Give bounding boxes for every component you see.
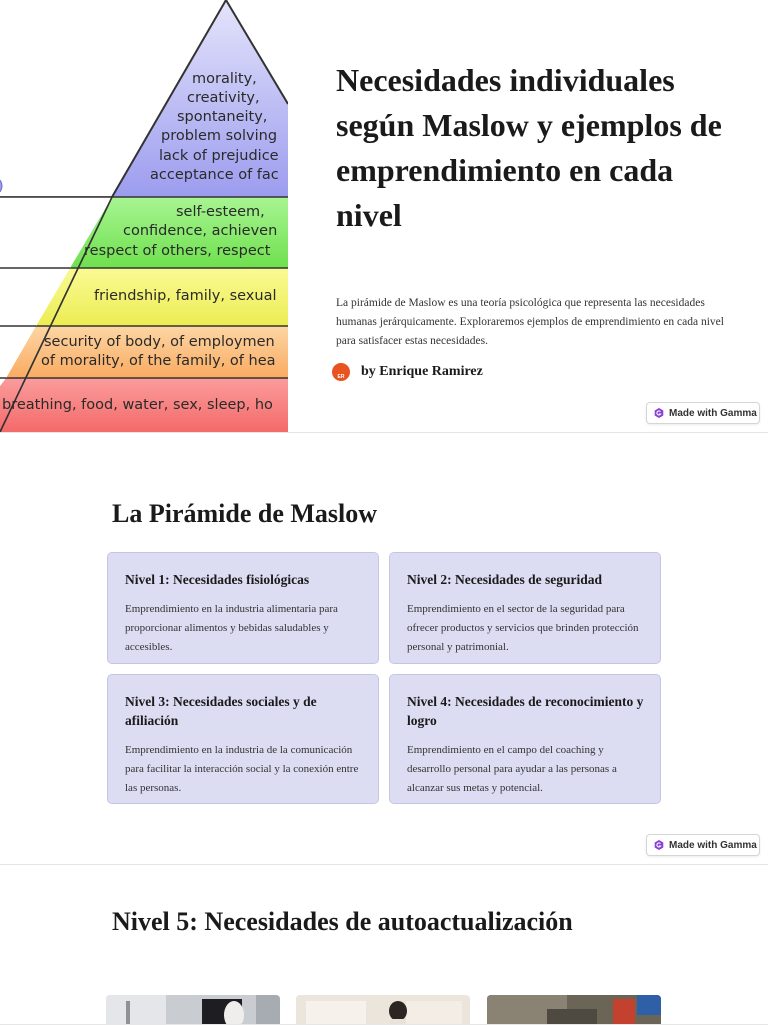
presentation-description: La pirámide de Maslow es una teoría psicológica que representa las necesidades humanas jerárquicamente. Exploraremos ejemplos de emprendimiento en cada nivel para satisfacer estas necesidades. — [336, 297, 724, 347]
author-name: by Enrique Ramirez — [361, 364, 483, 379]
pyramid-label: self-esteem, — [176, 204, 265, 220]
presentation-title: Necesidades individuales según Maslow y ejemplos de emprendimiento en cada nivel — [336, 62, 722, 233]
gamma-logo-icon — [654, 408, 664, 418]
card-text: Emprendimiento en la industria alimentaria para proporcionar alimentos y bebidas saludables y accesibles. — [125, 603, 338, 653]
title-slide — [0, 0, 768, 433]
pyramid-label: acceptance of fac — [150, 167, 279, 183]
pyramid-label: confidence, achieven — [123, 223, 278, 239]
card-title: Nivel 2: Necesidades de seguridad — [407, 572, 602, 587]
slide-title: La Pirámide de Maslow — [112, 499, 378, 528]
level-card — [107, 674, 379, 804]
card-text: Emprendimiento en el campo del coaching y desarrollo personal para ayudar a las personas a alcanzar sus metas y potencial. — [407, 744, 617, 794]
maslow-pyramid-image — [0, 0, 288, 432]
pyramid-label: lack of prejudice — [159, 148, 279, 164]
level-card — [389, 552, 661, 664]
pyramid-label: spontaneity, — [177, 109, 268, 125]
self-actualization-slide — [0, 865, 768, 1025]
maslow-pyramid-slide — [0, 433, 768, 865]
made-with-gamma-badge[interactable] — [646, 834, 760, 856]
pyramid-label: problem solving — [161, 128, 278, 144]
level-card — [107, 552, 379, 664]
card-title: Nivel 1: Necesidades fisiológicas — [125, 572, 310, 587]
badge-label: Made with Gamma — [669, 407, 757, 419]
photo-thumbnail — [487, 995, 661, 1025]
author-byline — [332, 360, 483, 384]
gamma-logo-icon — [654, 840, 664, 850]
pyramid-label: friendship, family, sexual — [94, 288, 277, 304]
card-title: Nivel 3: Necesidades sociales y de afiliación — [125, 694, 317, 728]
card-title: Nivel 4: Necesidades de reconocimiento y logro — [407, 694, 644, 728]
pyramid-label: breathing, food, water, sex, sleep, ho — [2, 397, 273, 413]
card-text: Emprendimiento en el sector de la seguridad para ofrecer productos y servicios que brinden protección personal y patrimonial. — [407, 603, 639, 653]
badge-label: Made with Gamma — [669, 839, 757, 851]
card-text: Emprendimiento en la industria de la comunicación para facilitar la interacción social y la conexión entre las personas. — [125, 744, 359, 794]
pyramid-label: respect of others, respect — [84, 243, 271, 259]
pyramid-label: of morality, of the family, of hea — [41, 353, 276, 369]
level-card — [389, 674, 661, 804]
photo-thumbnail — [106, 995, 280, 1025]
slide-title: Nivel 5: Necesidades de autoactualización — [112, 907, 573, 936]
avatar: ER — [332, 363, 350, 381]
photo-thumbnail — [296, 995, 470, 1025]
pyramid-label: creativity, — [187, 90, 260, 106]
pyramid-label: security of body, of employmen — [44, 334, 275, 350]
made-with-gamma-badge[interactable] — [646, 402, 760, 424]
pyramid-label: morality, — [192, 71, 257, 87]
